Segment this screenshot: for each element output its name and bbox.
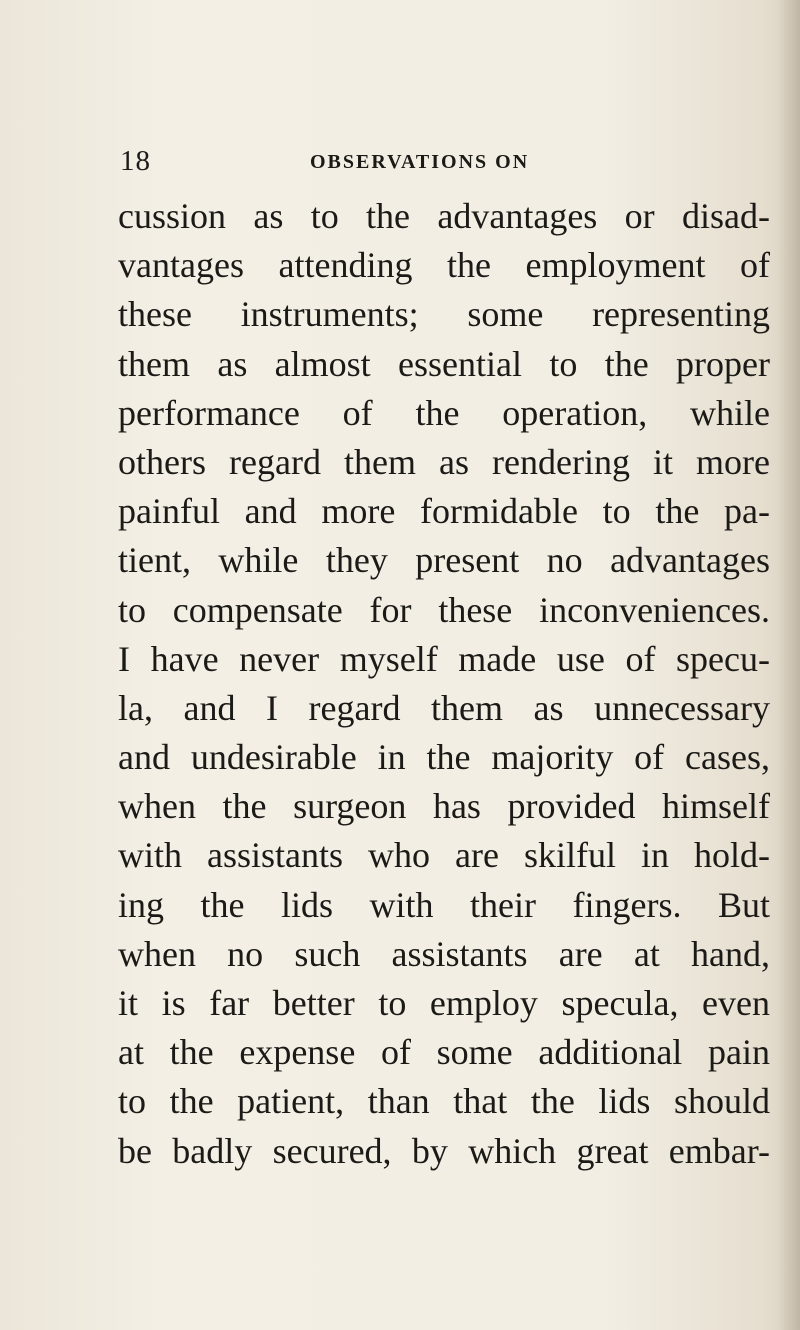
text-line: when no such assistants are at hand, <box>118 933 770 974</box>
text-line: to the patient, than that the lids should <box>118 1081 770 1122</box>
text-line: be badly secured, by which great embar- <box>118 1130 770 1171</box>
text-line: when the surgeon has provided himself <box>118 786 770 827</box>
text-line: these instruments; some representing <box>118 294 770 335</box>
page-number: 18 <box>120 145 151 177</box>
text-line: I have never myself made use of specu- <box>118 638 770 679</box>
text-line: to compensate for these inconveniences. <box>118 589 770 630</box>
text-line: them as almost essential to the proper <box>118 343 770 384</box>
text-line: painful and more formidable to the pa- <box>118 491 770 532</box>
text-line: it is far better to employ specula, even <box>118 983 770 1023</box>
text-line: ing the lids with their fingers. But <box>118 884 770 925</box>
text-line: others regard them as rendering it more <box>118 441 770 482</box>
body-text <box>118 192 770 1176</box>
page-edge-shadow <box>778 0 800 1330</box>
text-line: la, and I regard them as unnecessary <box>118 687 770 728</box>
text-line: with assistants who are skilful in hold- <box>118 835 770 876</box>
text-line: at the expense of some additional pain <box>118 1032 770 1073</box>
text-line: performance of the operation, while <box>118 392 770 433</box>
text-line: vantages attending the employment of <box>118 245 770 286</box>
page-header <box>120 145 660 185</box>
text-line: cussion as to the advantages or disad- <box>118 196 770 236</box>
text-line: tient, while they present no advantages <box>118 540 770 581</box>
running-head: OBSERVATIONS ON <box>310 151 530 173</box>
text-line: and undesirable in the majority of cases, <box>118 737 770 778</box>
